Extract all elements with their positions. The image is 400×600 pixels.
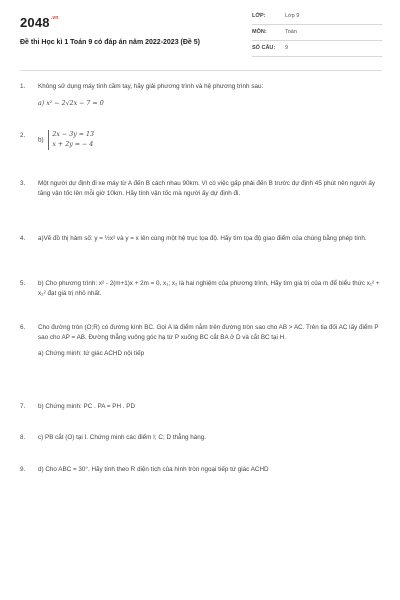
question-text: b) Cho phương trình: x² - 2(m+1)x + 2m = 0, x₁; x₂ là hai nghiệm của phương trình, Hãy tìm giá trị của m để biểu thức x₁² + x₂² đạt giá trị nhỏ nhất. [38,280,380,297]
meta-row-subject [252,28,382,41]
question-text: d) Cho ABC = 30°. Hãy tính theo R diện tích của hình tròn ngoại tiếp tứ giác ACHD [38,466,269,473]
question-text: b) Chứng minh: PC . PA = PH . PD [38,403,136,410]
header-divider [20,70,382,71]
question-number: 3. [20,180,26,187]
question-subpart: a) Chứng minh: tứ giác ACHD nội tiếp [38,350,145,358]
meta-label: MÔN: [252,29,267,35]
meta-label: SỐ CÂU: [252,45,276,51]
question-number: 8. [20,434,26,441]
logo-text: 2048 [20,15,50,30]
document-header [20,12,382,70]
meta-label: LỚP: [252,13,266,19]
question-number: 7. [20,403,26,410]
equation-line: 2x − 3y = 13 [52,131,95,138]
meta-row-count [252,44,382,57]
meta-value: Toán [285,29,297,35]
question-number: 2. [20,132,26,139]
question-subpart: a) x² − 2√2x − 7 = 0 [38,99,104,107]
equation-system [48,130,94,150]
meta-row-class [252,12,382,25]
question-text: Một người dự định đi xe máy từ A đến B cách nhau 90km. Vì có việc gấp phải đến B trước dự định 45 phút nên người ấy tăng vận tốc lên mỗi giờ 10km. Hãy tính vận tốc mà người ấy dự định đi. [38,180,375,197]
meta-value: 9 [285,45,289,51]
question-prefix: b) [38,136,44,144]
meta-table [252,12,382,60]
question-number: 1. [20,83,26,90]
question-text: c) PB cắt (O) tại I. Chứng minh các điểm I; C; D thẳng hàng. [38,434,207,441]
equation-line: x + 2y = − 4 [52,141,94,148]
document-title: Đề thi Học kì 1 Toán 9 có đáp án năm 2022-2023 (Đề 5) [20,39,200,46]
question-text: Không sử dụng máy tính cầm tay, hãy giải phương trình và hệ phương trình sau: [38,83,264,90]
site-logo[interactable] [20,15,59,30]
meta-value: Lớp 9 [285,13,300,19]
question-text: Cho đường tròn (O;R) có đường kính BC. Gọi A là điểm nằm trên đường tròn sao cho AB > AC. Trên tia đối AC lấy điểm P sao cho AP = AB. Đường thẳng vuông góc hạ từ P xuống BC cắt BA ở D và cắt BC tại H. [38,324,379,341]
question-number: 5. [20,280,26,287]
logo-suffix: .vn [50,15,59,21]
question-text: a)Vẽ đồ thị hàm số: y = ½x² và y = x lên cùng một hệ trục tọa độ. Hãy tìm tọa độ giao điểm của chúng bằng phép tính. [38,235,367,242]
question-number: 6. [20,324,26,331]
question-number: 4. [20,235,26,242]
question-number: 9. [20,466,26,473]
